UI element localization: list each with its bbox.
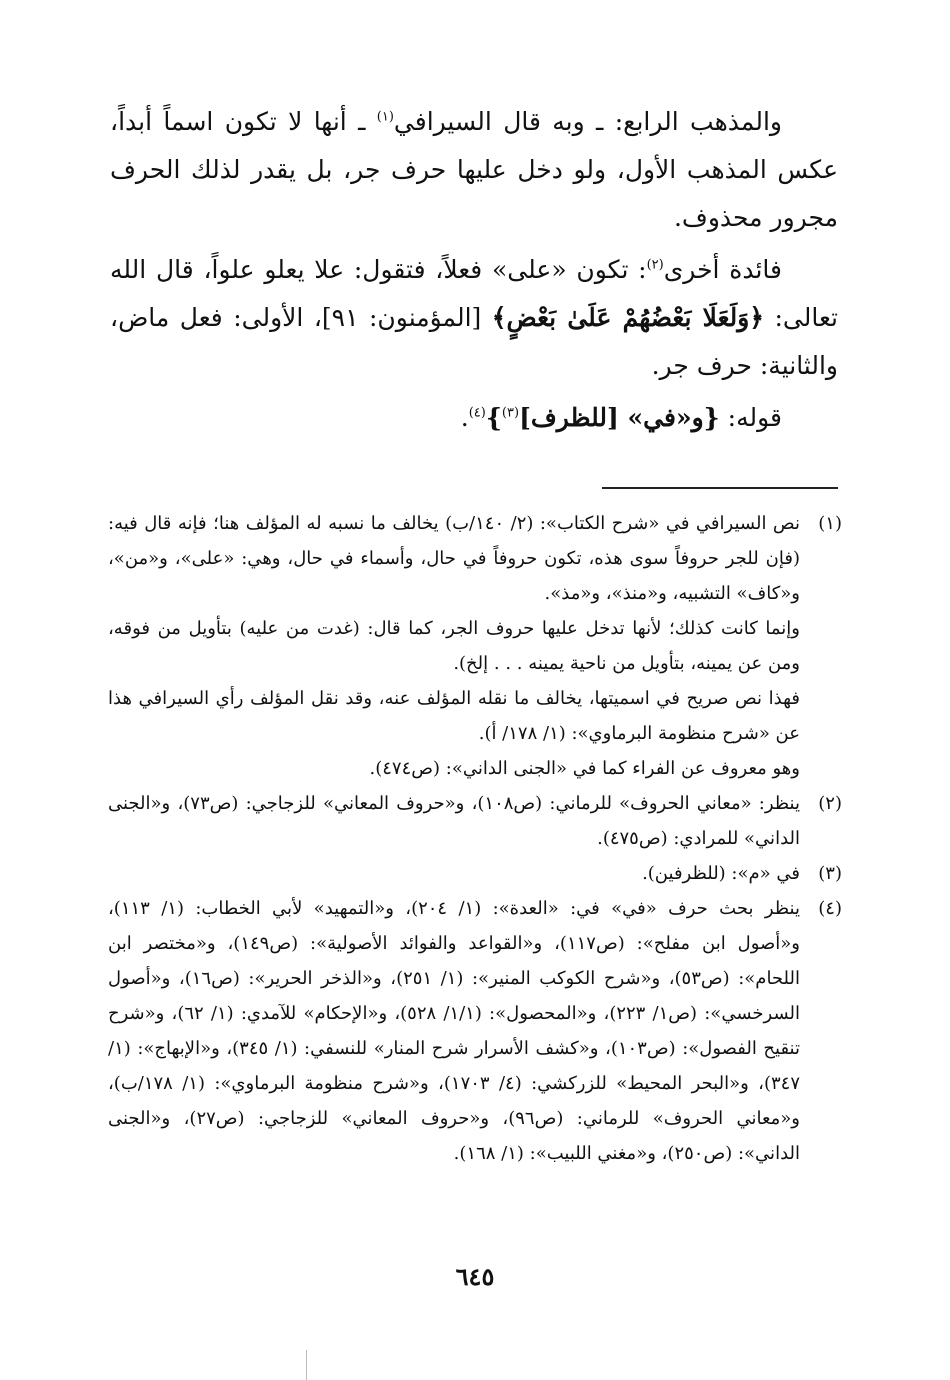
footnote-text: ينظر بحث حرف «في» في: «العدة»: (١/ ٢٠٤)، و«التمهيد» لأبي الخطاب: (١/ ١١٣)، و«أصول ابن مفلح»: (ص١١٧)، و«القواعد والفوائد الأصولية»: (ص١٤٩)، و«مختصر ابن اللحام»: (ص٥٣)، و«شرح الكوكب المنير»: (١/ ٢٥١)، و«الذخر الحرير»: (ص١٦)، و«أصول السرخسي»: (ص١/ ٢٢٣)، و«المحصول»: (١/١/ ٥٢٨)، و«الإحكام» للآمدي: (١/ ٦٢)، و«شرح تنقيح الفصول»: (ص١٠٣)، و«كشف الأسرار شرح المنار» للنسفي: (١/ ٣٤٥)، و«الإبهاج»: (١/ ٣٤٧)، و«البحر المحيط» للزركشي: (٤/ ١٧٠٣)، و«شرح منظومة البرماوي»: (١/ ١٧٨/ب)، و«معاني الحروف» للرماني: (ص٩٦)، و«حروف المعاني» للزجاجي: (ص٢٧)، و«الجنى الداني»: (ص٢٥٠)، و«مغني اللبيب»: (١/ ١٦٨). xyxy=(108,898,801,1164)
footnote-separator xyxy=(602,487,838,489)
footnote-number: (٢) xyxy=(818,793,842,814)
footnote-2 xyxy=(108,786,842,856)
matn-quote: {و«في» [للظرف] xyxy=(519,403,720,432)
paragraph-another-benefit: فائدة أخرى$^{(٢)}$: تكون «على» فعلاً، فتقول: علا يعلو علواً، قال الله تعالى: ﴿وَلَعَلَا بَعْضُهُمْ عَلَىٰ بَعْضٍ﴾ [المؤمنون: ٩١]، الأولى: فعل ماض، والثانية: حرف جر. xyxy=(110,255,838,380)
page-number: ٦٤٥ xyxy=(455,1262,495,1291)
footnote-ref-3[interactable]: (٣) xyxy=(501,405,520,421)
main-text xyxy=(110,98,838,446)
footnotes xyxy=(108,506,842,1171)
footnote-ref-4[interactable]: (٤) xyxy=(468,405,486,421)
scan-edge-mark xyxy=(306,1350,307,1380)
footnote-ref-1[interactable]: (١) xyxy=(376,109,394,125)
footnote-text: ينظر: «معاني الحروف» للرماني: (ص١٠٨)، و«حروف المعاني» للزجاجي: (ص٧٣)، و«الجنى الداني» للمرادي: (ص٤٧٥). xyxy=(108,793,800,849)
footnote-number: (٣) xyxy=(818,863,842,884)
footnote-4 xyxy=(108,891,842,1171)
paragraph-fourth-doctrine: والمذهب الرابع: ـ وبه قال السيرافي$^{(١)}$ ـ أنها لا تكون اسماً أبداً، عكس المذهب الأول، ولو دخل عليها حرف جر، بل يقدر لذلك الحرف مجرور محذوف. xyxy=(110,107,838,232)
footnote-3 xyxy=(108,856,842,891)
paragraph-his-saying: قوله: {و«في» [للظرف]$^{(٣)}$}$^{(٤)}$. xyxy=(460,403,782,432)
footnote-number: (١) xyxy=(818,513,842,534)
quran-verse: ﴿وَلَعَلَا بَعْضُهُمْ عَلَىٰ بَعْضٍ﴾ xyxy=(491,303,764,332)
footnote-text: في «م»: (للظرفين). xyxy=(642,863,800,884)
footnote-number: (٤) xyxy=(818,898,842,919)
footnote-1 xyxy=(108,506,842,786)
footnote-ref-2[interactable]: (٢) xyxy=(646,257,664,273)
footnote-text: نص السيرافي في «شرح الكتاب»: (٢/ ١٤٠/ب) يخالف ما نسبه له المؤلف هنا؛ فإنه قال فيه: (فإن للجر حروفاً سوى هذه، تكون حروفاً في حال، وأسماء في حال، وهي: «على»، و«من»، و«كاف» التشبيه، و«منذ»، و«مذ». وإنما كانت كذلك؛ لأنها تدخل عليها حروف الجر، كما قال: (غدت من عليه) بتأويل من فوقه، ومن عن يمينه، بتأويل من ناحية يمينه . . . إلخ). فهذا نص صريح في اسميتها، يخالف ما نقله المؤلف عنه، وقد نقل المؤلف رأي السيرافي هذا عن «شرح منظومة البرماوي»: (١/ ١٧٨/ أ). وهو معروف عن الفراء كما في «الجنى الداني»: (ص٤٧٤). xyxy=(108,513,800,779)
